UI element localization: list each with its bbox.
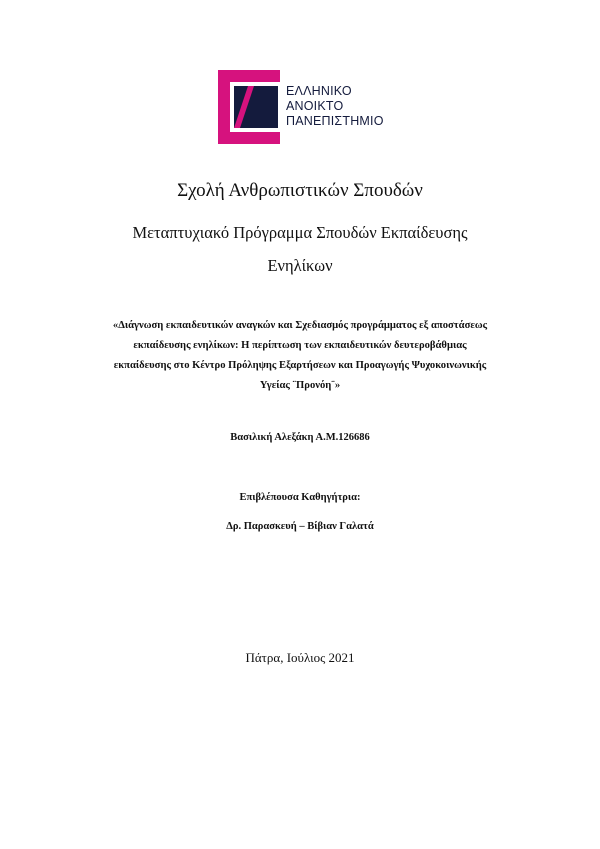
supervisor-name: Δρ. Παρασκευή – Βίβιαν Γαλατά [226,521,374,532]
thesis-title-line-4: Υγείας ¨Προνόη¨» [259,380,341,391]
supervisor-label: Επιβλέπουσα Καθηγήτρια: [239,492,361,503]
university-logo [218,70,408,144]
logo-line-1: ΕΛΛΗΝΙΚΟ [286,84,352,98]
program-name-line-1: Μεταπτυχιακό Πρόγραμμα Σπουδών Εκπαίδευσης [132,223,468,242]
thesis-title-line-3: εκπαίδευσης στο Κέντρο Πρόληψης Εξαρτήσεων και Προαγωγής Ψυχοκοινωνικής [113,360,487,371]
place-and-date: Πάτρα, Ιούλιος 2021 [245,650,355,665]
logo-wordmark [286,84,384,129]
logo-line-3: ΠΑΝΕΠΙΣΤΗΜΙΟ [286,114,384,128]
program-name-line-2: Ενηλίκων [267,256,333,275]
logo-line-2: ΑΝΟΙΚΤΟ [286,99,344,113]
thesis-title-line-2: εκπαίδευσης ενηλίκων: Η περίπτωση των εκπαιδευτικών δευτεροβάθμιας [133,340,467,351]
thesis-title-line-1: «Διάγνωση εκπαιδευτικών αναγκών και Σχεδιασμός προγράμματος εξ αποστάσεως [112,320,488,331]
author-name: Βασιλική Αλεξάκη Α.Μ.126686 [230,432,370,443]
logo-mark-icon [218,70,280,144]
school-name: Σχολή Ανθρωπιστικών Σπουδών [177,180,423,201]
